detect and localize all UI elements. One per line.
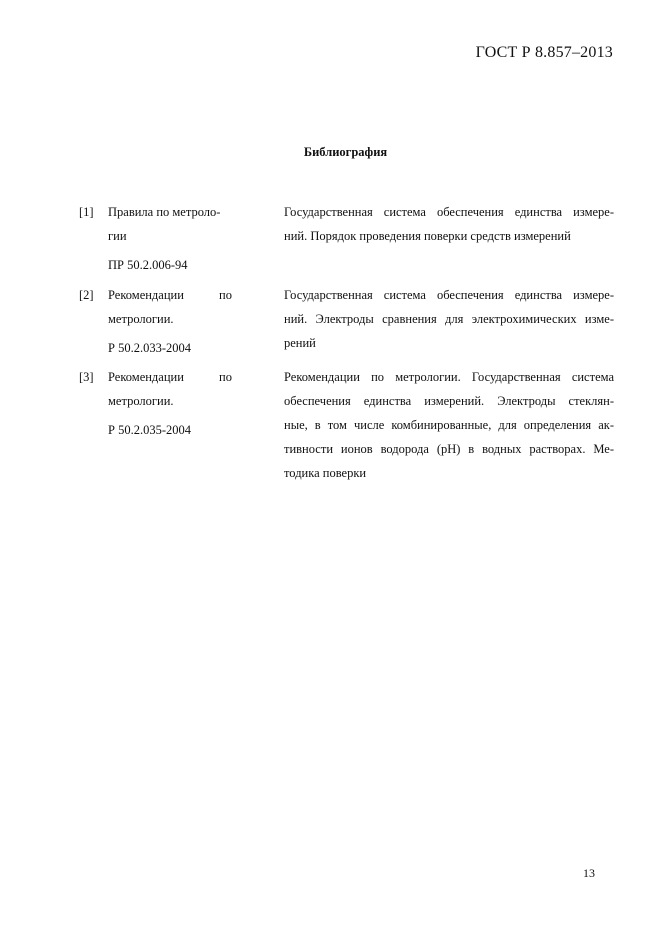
entry-description-line: Государственная система обеспечения единства измере- bbox=[284, 288, 614, 302]
entry-description bbox=[284, 365, 614, 485]
page-number: 13 bbox=[583, 866, 595, 880]
entry-document-name bbox=[108, 283, 232, 360]
entry-name-line: метрологии. bbox=[108, 394, 174, 408]
entry-name-line: Правила по метроло- bbox=[108, 205, 221, 219]
entry-number: [3] bbox=[79, 370, 94, 384]
entry-description-line: тивности ионов водорода (pH) в водных растворах. Ме- bbox=[284, 442, 614, 456]
entry-name-line: метрологии. bbox=[108, 312, 174, 326]
entry-description-line: тодика поверки bbox=[284, 466, 367, 480]
entry-description bbox=[284, 283, 614, 355]
bibliography-title: Библиография bbox=[303, 145, 388, 159]
entry-description-line: Государственная система обеспечения единства измере- bbox=[284, 205, 614, 219]
entry-description-line: ний. Порядок проведения поверки средств измерений bbox=[284, 229, 571, 243]
entry-name-line: Рекомендации по bbox=[108, 370, 232, 384]
entry-description-line: обеспечения единства измерений. Электроды стеклян- bbox=[284, 394, 614, 408]
entry-description-line: Рекомендации по метрологии. Государственная система bbox=[284, 370, 614, 384]
entry-document-name bbox=[108, 365, 232, 442]
entry-document-code: Р 50.2.035-2004 bbox=[108, 423, 191, 437]
entry-description-line: ний. Электроды сравнения для электрохимических изме- bbox=[284, 312, 614, 326]
entry-document-code: Р 50.2.033-2004 bbox=[108, 341, 191, 355]
entry-name-line: гии bbox=[108, 229, 127, 243]
entry-description-line: рений bbox=[284, 336, 316, 350]
entry-number: [2] bbox=[79, 288, 94, 302]
entry-document-name bbox=[108, 200, 232, 277]
entry-name-line: Рекомендации по bbox=[108, 288, 232, 302]
entry-document-code: ПР 50.2.006-94 bbox=[108, 258, 188, 272]
standard-code: ГОСТ Р 8.857–2013 bbox=[475, 44, 613, 61]
entry-description bbox=[284, 200, 614, 248]
entry-description-line: ные, в том числе комбинированные, для определения ак- bbox=[284, 418, 614, 432]
entry-number: [1] bbox=[79, 205, 94, 219]
